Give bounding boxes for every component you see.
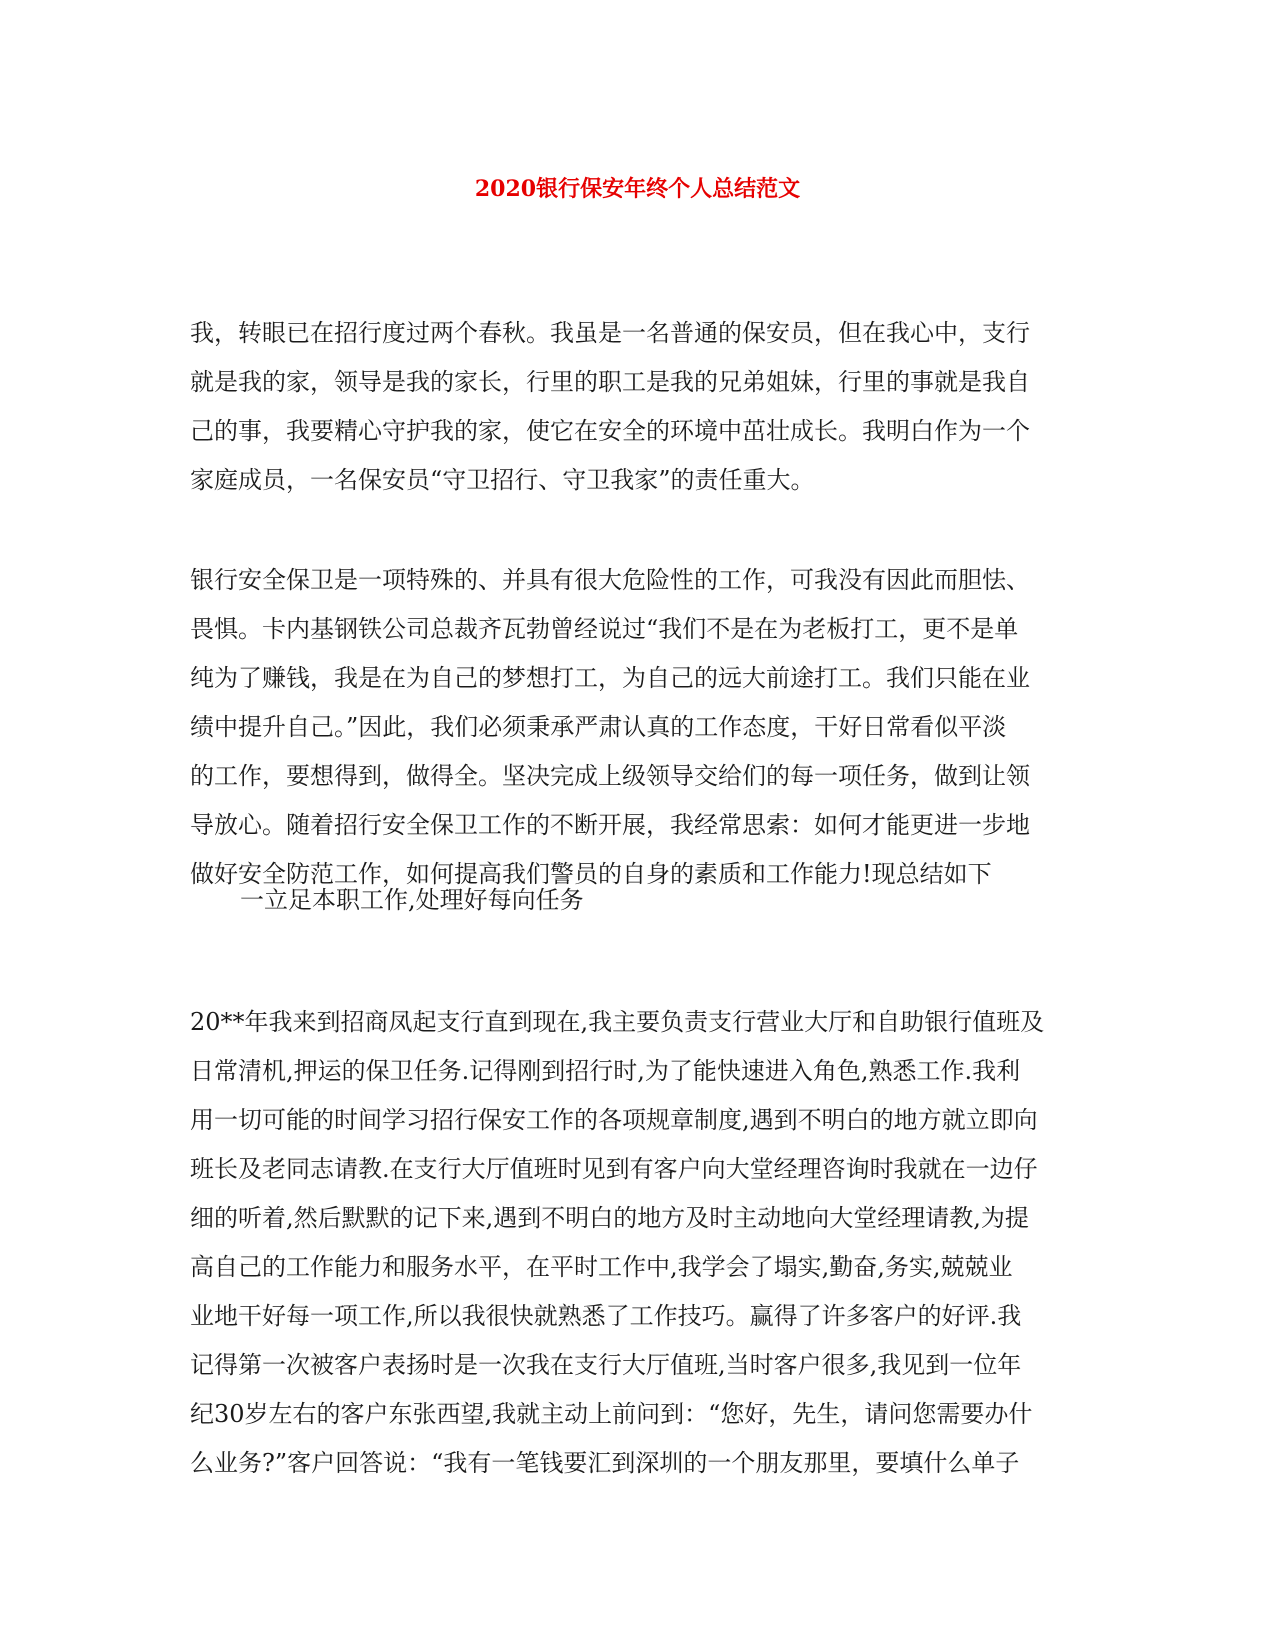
paragraph-line: 做好安全防范工作，如何提高我们警员的自身的素质和工作能力!现总结如下 (190, 860, 992, 888)
paragraph-line: 我，转眼已在招行度过两个春秋。我虽是一名普通的保安员，但在我心中，支行 (190, 319, 1030, 347)
paragraph-line: 银行安全保卫是一项特殊的、并具有很大危险性的工作，可我没有因此而胆怯、 (190, 566, 1030, 594)
paragraph-line: 用一切可能的时间学习招行保安工作的各项规章制度,遇到不明白的地方就立即向 (190, 1106, 1038, 1134)
paragraph-line: 班长及老同志请教.在支行大厅值班时见到有客户向大堂经理咨询时我就在一边仔 (190, 1155, 1038, 1183)
paragraph-line: 纪30岁左右的客户东张西望,我就主动上前问到：“您好，先生，请问您需要办什 (190, 1400, 1033, 1428)
paragraph-line: 导放心。随着招行安全保卫工作的不断开展，我经常思索：如何才能更进一步地 (190, 811, 1030, 839)
paragraph-3 (190, 998, 1070, 1488)
paragraph-line: 纯为了赚钱，我是在为自己的梦想打工，为自己的远大前途打工。我们只能在业 (190, 664, 1030, 692)
paragraph-line: 高自己的工作能力和服务水平，在平时工作中,我学会了塌实,勤奋,务实,兢兢业 (190, 1253, 1013, 1281)
paragraph-2 (190, 556, 1070, 899)
paragraph-line: 畏惧。卡内基钢铁公司总裁齐瓦勃曾经说过“我们不是在为老板打工，更不是单 (190, 615, 1019, 643)
paragraph-line: 绩中提升自己。”因此，我们必须秉承严肃认真的工作态度，干好日常看似平淡 (190, 713, 1007, 741)
paragraph-line: 20**年我来到招商凤起支行直到现在,我主要负责支行营业大厅和自助银行值班及 (190, 1008, 1045, 1036)
paragraph-line: 么业务?”客户回答说：“我有一笔钱要汇到深圳的一个朋友那里，要填什么单子 (190, 1449, 1020, 1477)
section-heading: 一立足本职工作,处理好每向任务 (240, 886, 584, 914)
paragraph-line: 的工作，要想得到，做得全。坚决完成上级领导交给们的每一项任务，做到让领 (190, 762, 1030, 790)
paragraph-line: 日常清机,押运的保卫任务.记得刚到招行时,为了能快速进入角色,熟悉工作.我利 (190, 1057, 1021, 1085)
paragraph-line: 己的事，我要精心守护我的家，使它在安全的环境中茁壮成长。我明白作为一个 (190, 417, 1030, 445)
document-title: 2020银行保安年终个人总结范文 (474, 176, 801, 202)
paragraph-line: 记得第一次被客户表扬时是一次我在支行大厅值班,当时客户很多,我见到一位年 (190, 1351, 1022, 1379)
paragraph-line: 家庭成员，一名保安员“守卫招行、守卫我家”的责任重大。 (190, 466, 815, 494)
paragraph-line: 细的听着,然后默默的记下来,遇到不明白的地方及时主动地向大堂经理请教,为提 (190, 1204, 1029, 1232)
paragraph-line: 就是我的家，领导是我的家长，行里的职工是我的兄弟姐妹，行里的事就是我自 (190, 368, 1030, 396)
paragraph-line: 业地干好每一项工作,所以我很快就熟悉了工作技巧。赢得了许多客户的好评.我 (190, 1302, 1022, 1330)
paragraph-1 (190, 309, 1070, 505)
